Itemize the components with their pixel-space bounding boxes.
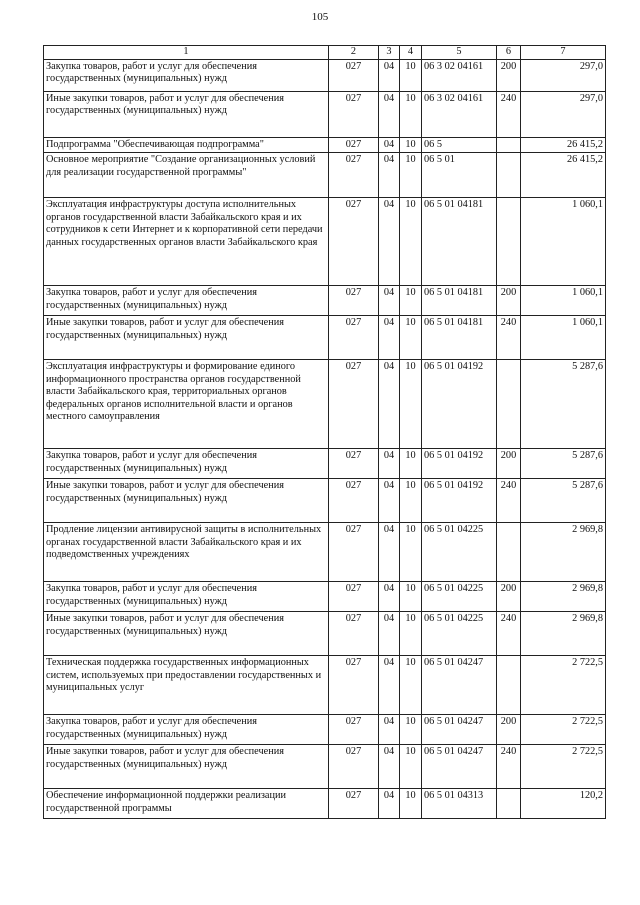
row-section-cell: 04: [379, 789, 400, 819]
page-number: 105: [311, 11, 329, 23]
row-subsection-cell: 10: [400, 715, 422, 745]
row-target-article-cell: 06 5 01 04192: [422, 449, 497, 479]
row-code-cell: 027: [329, 745, 379, 789]
row-amount-cell: 2 969,8: [521, 523, 606, 582]
table-row: [44, 137, 606, 153]
header-cell: 7: [521, 46, 606, 60]
row-code-cell: 027: [329, 286, 379, 316]
row-section-cell: 04: [379, 745, 400, 789]
row-name-cell: Эксплуатация инфраструктуры доступа исполнительных органов государственной власти Забайкальского края и их сотрудников к сети Интернет и к корпоративной сети передачи данных государственных органов власти Забайкальского края: [44, 198, 329, 286]
row-subsection-cell: 10: [400, 449, 422, 479]
row-section-cell: 04: [379, 715, 400, 745]
row-name-cell: Иные закупки товаров, работ и услуг для обеспечения государственных (муниципальных) нужд: [44, 745, 329, 789]
row-target-article-cell: 06 5 01 04181: [422, 316, 497, 360]
row-name-cell: Обеспечение информационной поддержки реализации государственной программы: [44, 789, 329, 819]
header-cell: 3: [379, 46, 400, 60]
table-row: [44, 582, 606, 612]
row-expense-type-cell: [497, 153, 521, 198]
row-name-cell: Иные закупки товаров, работ и услуг для обеспечения государственных (муниципальных) нужд: [44, 91, 329, 137]
row-target-article-cell: 06 3 02 04161: [422, 59, 497, 91]
row-target-article-cell: 06 5 01 04247: [422, 745, 497, 789]
row-amount-cell: 2 969,8: [521, 612, 606, 656]
row-target-article-cell: 06 5 01 04192: [422, 479, 497, 523]
row-amount-cell: 5 287,6: [521, 479, 606, 523]
header-cell: 2: [329, 46, 379, 60]
row-code-cell: 027: [329, 59, 379, 91]
row-name-cell: Закупка товаров, работ и услуг для обеспечения государственных (муниципальных) нужд: [44, 59, 329, 91]
row-name-cell: Закупка товаров, работ и услуг для обеспечения государственных (муниципальных) нужд: [44, 715, 329, 745]
row-expense-type-cell: 200: [497, 582, 521, 612]
row-expense-type-cell: [497, 137, 521, 153]
row-target-article-cell: 06 5 01 04313: [422, 789, 497, 819]
row-section-cell: 04: [379, 449, 400, 479]
table-row: [44, 449, 606, 479]
row-expense-type-cell: [497, 789, 521, 819]
row-code-cell: 027: [329, 316, 379, 360]
row-name-cell: Основное мероприятие "Создание организационных условий для реализации государственной программы": [44, 153, 329, 198]
row-name-cell: Закупка товаров, работ и услуг для обеспечения государственных (муниципальных) нужд: [44, 286, 329, 316]
row-amount-cell: 5 287,6: [521, 360, 606, 449]
row-section-cell: 04: [379, 137, 400, 153]
row-amount-cell: 297,0: [521, 59, 606, 91]
table-row: [44, 715, 606, 745]
row-section-cell: 04: [379, 153, 400, 198]
row-subsection-cell: 10: [400, 523, 422, 582]
row-expense-type-cell: 240: [497, 745, 521, 789]
row-subsection-cell: 10: [400, 59, 422, 91]
row-target-article-cell: 06 5 01 04181: [422, 198, 497, 286]
row-code-cell: 027: [329, 153, 379, 198]
row-name-cell: Эксплуатация инфраструктуры и формирование единого информационного пространства органов государственной власти Забайкальского края, территориальных органов федеральных органов исполнительной власти и органов местного самоуправления: [44, 360, 329, 449]
row-code-cell: 027: [329, 582, 379, 612]
table-row: [44, 59, 606, 91]
row-amount-cell: 5 287,6: [521, 449, 606, 479]
row-name-cell: Иные закупки товаров, работ и услуг для обеспечения государственных (муниципальных) нужд: [44, 612, 329, 656]
row-subsection-cell: 10: [400, 316, 422, 360]
table-row: [44, 612, 606, 656]
budget-table: [43, 45, 606, 819]
row-code-cell: 027: [329, 479, 379, 523]
table-row: [44, 316, 606, 360]
row-name-cell: Иные закупки товаров, работ и услуг для обеспечения государственных (муниципальных) нужд: [44, 316, 329, 360]
row-subsection-cell: 10: [400, 137, 422, 153]
row-target-article-cell: 06 5: [422, 137, 497, 153]
row-code-cell: 027: [329, 715, 379, 745]
row-subsection-cell: 10: [400, 91, 422, 137]
row-target-article-cell: 06 5 01 04247: [422, 656, 497, 715]
row-target-article-cell: 06 3 02 04161: [422, 91, 497, 137]
table-row: [44, 789, 606, 819]
row-target-article-cell: 06 5 01 04247: [422, 715, 497, 745]
row-subsection-cell: 10: [400, 153, 422, 198]
row-section-cell: 04: [379, 316, 400, 360]
row-expense-type-cell: 240: [497, 91, 521, 137]
row-code-cell: 027: [329, 523, 379, 582]
table-row: [44, 745, 606, 789]
row-code-cell: 027: [329, 137, 379, 153]
row-code-cell: 027: [329, 449, 379, 479]
row-subsection-cell: 10: [400, 286, 422, 316]
row-section-cell: 04: [379, 582, 400, 612]
row-subsection-cell: 10: [400, 612, 422, 656]
row-section-cell: 04: [379, 612, 400, 656]
header-cell: 5: [422, 46, 497, 60]
row-subsection-cell: 10: [400, 745, 422, 789]
row-name-cell: Закупка товаров, работ и услуг для обеспечения государственных (муниципальных) нужд: [44, 582, 329, 612]
row-target-article-cell: 06 5 01: [422, 153, 497, 198]
row-code-cell: 027: [329, 198, 379, 286]
header-row: [44, 46, 606, 60]
row-subsection-cell: 10: [400, 582, 422, 612]
row-target-article-cell: 06 5 01 04225: [422, 523, 497, 582]
row-amount-cell: 2 722,5: [521, 745, 606, 789]
row-section-cell: 04: [379, 656, 400, 715]
table-row: [44, 153, 606, 198]
table-row: [44, 479, 606, 523]
row-amount-cell: 26 415,2: [521, 137, 606, 153]
row-name-cell: Закупка товаров, работ и услуг для обеспечения государственных (муниципальных) нужд: [44, 449, 329, 479]
row-name-cell: Подпрограмма "Обеспечивающая подпрограмма": [44, 137, 329, 153]
row-expense-type-cell: 240: [497, 612, 521, 656]
row-expense-type-cell: [497, 198, 521, 286]
table-row: [44, 523, 606, 582]
row-amount-cell: 120,2: [521, 789, 606, 819]
row-expense-type-cell: [497, 523, 521, 582]
row-name-cell: Продление лицензии антивирусной защиты в исполнительных органах государственной власти Забайкальского края и их подведомственных учреждениях: [44, 523, 329, 582]
row-amount-cell: 1 060,1: [521, 198, 606, 286]
row-expense-type-cell: 200: [497, 286, 521, 316]
row-subsection-cell: 10: [400, 479, 422, 523]
row-name-cell: Техническая поддержка государственных информационных систем, используемых при предоставлении государственных и муниципальных услуг: [44, 656, 329, 715]
row-target-article-cell: 06 5 01 04192: [422, 360, 497, 449]
row-section-cell: 04: [379, 59, 400, 91]
table-row: [44, 286, 606, 316]
header-cell: 6: [497, 46, 521, 60]
row-expense-type-cell: 200: [497, 59, 521, 91]
header-cell: 1: [44, 46, 329, 60]
row-code-cell: 027: [329, 360, 379, 449]
row-expense-type-cell: 200: [497, 715, 521, 745]
row-section-cell: 04: [379, 286, 400, 316]
row-amount-cell: 2 969,8: [521, 582, 606, 612]
row-section-cell: 04: [379, 360, 400, 449]
row-section-cell: 04: [379, 198, 400, 286]
row-expense-type-cell: 200: [497, 449, 521, 479]
row-amount-cell: 26 415,2: [521, 153, 606, 198]
row-expense-type-cell: 240: [497, 479, 521, 523]
row-code-cell: 027: [329, 612, 379, 656]
table-row: [44, 91, 606, 137]
row-target-article-cell: 06 5 01 04225: [422, 612, 497, 656]
row-amount-cell: 1 060,1: [521, 316, 606, 360]
row-amount-cell: 2 722,5: [521, 656, 606, 715]
row-subsection-cell: 10: [400, 198, 422, 286]
row-amount-cell: 1 060,1: [521, 286, 606, 316]
header-cell: 4: [400, 46, 422, 60]
row-code-cell: 027: [329, 789, 379, 819]
row-subsection-cell: 10: [400, 789, 422, 819]
table-row: [44, 198, 606, 286]
row-amount-cell: 2 722,5: [521, 715, 606, 745]
table-row: [44, 360, 606, 449]
row-name-cell: Иные закупки товаров, работ и услуг для обеспечения государственных (муниципальных) нужд: [44, 479, 329, 523]
row-target-article-cell: 06 5 01 04181: [422, 286, 497, 316]
row-expense-type-cell: [497, 656, 521, 715]
row-target-article-cell: 06 5 01 04225: [422, 582, 497, 612]
row-subsection-cell: 10: [400, 360, 422, 449]
row-code-cell: 027: [329, 656, 379, 715]
row-expense-type-cell: [497, 360, 521, 449]
table-row: [44, 656, 606, 715]
row-section-cell: 04: [379, 479, 400, 523]
row-expense-type-cell: 240: [497, 316, 521, 360]
row-section-cell: 04: [379, 91, 400, 137]
row-code-cell: 027: [329, 91, 379, 137]
row-subsection-cell: 10: [400, 656, 422, 715]
row-section-cell: 04: [379, 523, 400, 582]
table-body: [44, 59, 606, 819]
row-amount-cell: 297,0: [521, 91, 606, 137]
